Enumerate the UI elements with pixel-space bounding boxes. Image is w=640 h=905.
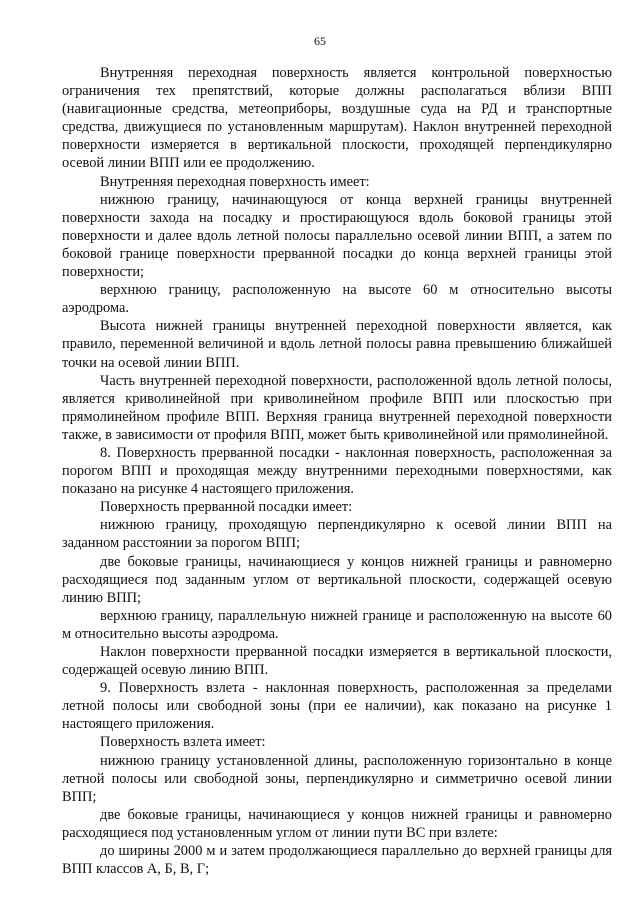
paragraph: верхнюю границу, расположенную на высоте 60 м относительно высоты аэродрома. bbox=[62, 282, 612, 317]
paragraph: 9. Поверхность взлета - наклонная поверхность, расположенная за пределами летной полосы или свободной зоны (при ее наличии), как показано на рисунке 1 настоящего приложения. bbox=[62, 680, 612, 733]
document-body bbox=[62, 64, 612, 878]
paragraph: 8. Поверхность прерванной посадки - наклонная поверхность, расположенная за порогом ВПП и проходящая между внутренними переходными поверхностями, как показано на рисунке 4 настоящего приложения. bbox=[62, 444, 612, 498]
paragraph: Поверхность взлета имеет: bbox=[100, 734, 266, 751]
paragraph: две боковые границы, начинающиеся у концов нижней границы и равномерно расходящиеся под заданным углом от вертикальной плоскости, содержащей осевую линию ВПП; bbox=[62, 553, 612, 606]
paragraph: нижнюю границу, начинающуюся от конца верхней границы внутренней поверхности захода на посадку и простирающуюся вдоль боковой границы этой поверхности и далее вдоль летной полосы параллельно осевой линии ВПП, а затем по боковой границе поверхности прерванной посадки до конца верхней границы этой поверхности; bbox=[62, 191, 612, 281]
page-number: 65 bbox=[314, 34, 326, 48]
paragraph: Внутренняя переходная поверхность является контрольной поверхностью ограничения тех препятствий, которые должны располагаться вблизи ВПП (навигационные средства, метеоприборы, воздушные суда на РД и транспортные средства, движущиеся по установленным маршрутам). Наклон внутренней переходной поверхности измеряется в вертикальной плоскости, проходящей перпендикулярно осевой линии ВПП или ее продолжению. bbox=[62, 65, 612, 172]
paragraph: две боковые границы, начинающиеся у концов нижней границы и равномерно расходящиеся под установленным углом от линии пути ВС при взлете: bbox=[62, 806, 612, 841]
paragraph: Внутренняя переходная поверхность имеет: bbox=[100, 173, 370, 190]
paragraph: верхнюю границу, параллельную нижней границе и расположенную на высоте 60 м относительно высоты аэродрома. bbox=[62, 607, 612, 642]
paragraph: до ширины 2000 м и затем продолжающиеся параллельно до верхней границы для ВПП классов А, Б, В, Г; bbox=[62, 843, 612, 878]
paragraph: Высота нижней границы внутренней переходной поверхности является, как правило, переменной величиной и вдоль летной полосы равна превышению ближайшей точки на осевой линии ВПП. bbox=[62, 318, 612, 371]
paragraph: нижнюю границу, проходящую перпендикулярно к осевой линии ВПП на заданном расстоянии за порогом ВПП; bbox=[62, 517, 612, 552]
paragraph: Поверхность прерванной посадки имеет: bbox=[100, 499, 353, 516]
paragraph: Часть внутренней переходной поверхности, расположенной вдоль летной полосы, является криволинейной при криволинейном профиле ВПП или плоскостью при прямолинейном профиле ВПП. Верхняя граница внутренней переходной поверхности также, в зависимости от профиля ВПП, может быть криволинейной или прямолинейной. bbox=[62, 372, 612, 443]
paragraph: Наклон поверхности прерванной посадки измеряется в вертикальной плоскости, содержащей осевую линию ВПП. bbox=[62, 644, 612, 679]
paragraph: нижнюю границу установленной длины, расположенную горизонтально в конце летной полосы или свободной зоны, перпендикулярно и симметрично осевой линии ВПП; bbox=[62, 752, 612, 805]
